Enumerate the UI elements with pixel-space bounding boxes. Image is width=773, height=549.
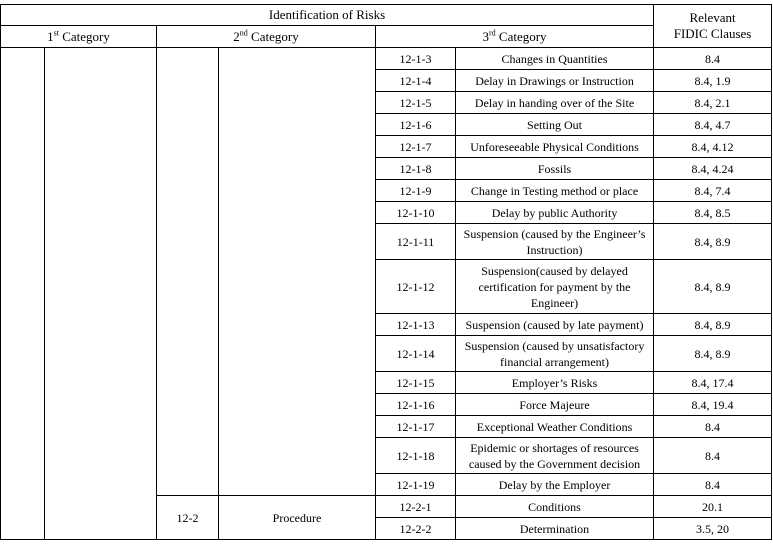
fidic-clause: 8.4, 17.4 [654,372,772,394]
fidic-clause: 8.4 [654,474,772,496]
relevant-label: Relevant [689,10,736,25]
risk-description: Employer’s Risks [456,372,654,394]
risk-description: Conditions [456,496,654,518]
risk-description: Delay in Drawings or Instruction [456,70,654,92]
risk-code: 12-1-15 [376,372,456,394]
risk-code: 12-1-16 [376,394,456,416]
first-category-header: 1st Category [1,26,157,48]
risk-code: 12-1-19 [376,474,456,496]
risk-code: 12-1-12 [376,260,456,314]
risk-code: 12-1-17 [376,416,456,438]
fidic-clause: 8.4, 8.9 [654,314,772,336]
risk-description: Suspension (caused by unsatisfactory financial arrangement) [456,336,654,372]
risk-code: 12-1-4 [376,70,456,92]
fidic-clauses-label: FIDIC Clauses [673,26,752,41]
risk-description: Suspension (caused by the Engineer’s Instruction) [456,224,654,260]
third-category-header: 3rd Category [376,26,654,48]
risk-code: 12-1-10 [376,202,456,224]
risk-code: 12-1-7 [376,136,456,158]
cat2-name-procedure: Procedure [219,496,376,540]
fidic-clause: 8.4, 4.24 [654,158,772,180]
fidic-clause: 3.5, 20 [654,518,772,540]
table-row [1,48,772,70]
risk-description: Change in Testing method or place [456,180,654,202]
risk-description: Epidemic or shortages of resources caused by the Government decision [456,438,654,474]
fidic-clause: 8.4 [654,438,772,474]
fidic-clause: 8.4, 2.1 [654,92,772,114]
fidic-clause: 8.4 [654,48,772,70]
relevant-fidic-clauses-header [654,5,772,48]
risk-code: 12-1-13 [376,314,456,336]
risk-description: Changes in Quantities [456,48,654,70]
risk-code: 12-1-18 [376,438,456,474]
cat2-code-12-2: 12-2 [157,496,219,540]
fidic-clause: 8.4, 1.9 [654,70,772,92]
fidic-clause: 20.1 [654,496,772,518]
fidic-clause: 8.4, 4.7 [654,114,772,136]
risk-description: Unforeseeable Physical Conditions [456,136,654,158]
risk-description: Setting Out [456,114,654,136]
risk-description: Force Majeure [456,394,654,416]
fidic-clause: 8.4, 8.5 [654,202,772,224]
fidic-clause: 8.4 [654,416,772,438]
risk-description: Delay by public Authority [456,202,654,224]
risk-code: 12-1-9 [376,180,456,202]
risk-code: 12-1-5 [376,92,456,114]
risk-code: 12-1-3 [376,48,456,70]
fidic-clause: 8.4, 19.4 [654,394,772,416]
risk-code: 12-2-1 [376,496,456,518]
risk-description: Determination [456,518,654,540]
cat2-code-cell [157,48,219,496]
risk-description: Delay in handing over of the Site [456,92,654,114]
fidic-clause: 8.4, 4.12 [654,136,772,158]
risk-code: 12-1-14 [376,336,456,372]
fidic-clause: 8.4, 8.9 [654,260,772,314]
cat2-name-cell [219,48,376,496]
risk-code: 12-2-2 [376,518,456,540]
risk-code: 12-1-6 [376,114,456,136]
risk-description: Delay by the Employer [456,474,654,496]
fidic-clause: 8.4, 7.4 [654,180,772,202]
fidic-clause: 8.4, 8.9 [654,336,772,372]
risk-description: Exceptional Weather Conditions [456,416,654,438]
second-category-header: 2nd Category [157,26,376,48]
risk-description: Suspension(caused by delayed certification for payment by the Engineer) [456,260,654,314]
risk-description: Suspension (caused by late payment) [456,314,654,336]
cat1-name-cell [45,48,157,540]
risk-identification-table [0,4,772,540]
identification-of-risks-header: Identification of Risks [1,5,654,26]
risk-description: Fossils [456,158,654,180]
fidic-clause: 8.4, 8.9 [654,224,772,260]
risk-code: 12-1-8 [376,158,456,180]
cat1-code-cell [1,48,45,540]
risk-code: 12-1-11 [376,224,456,260]
